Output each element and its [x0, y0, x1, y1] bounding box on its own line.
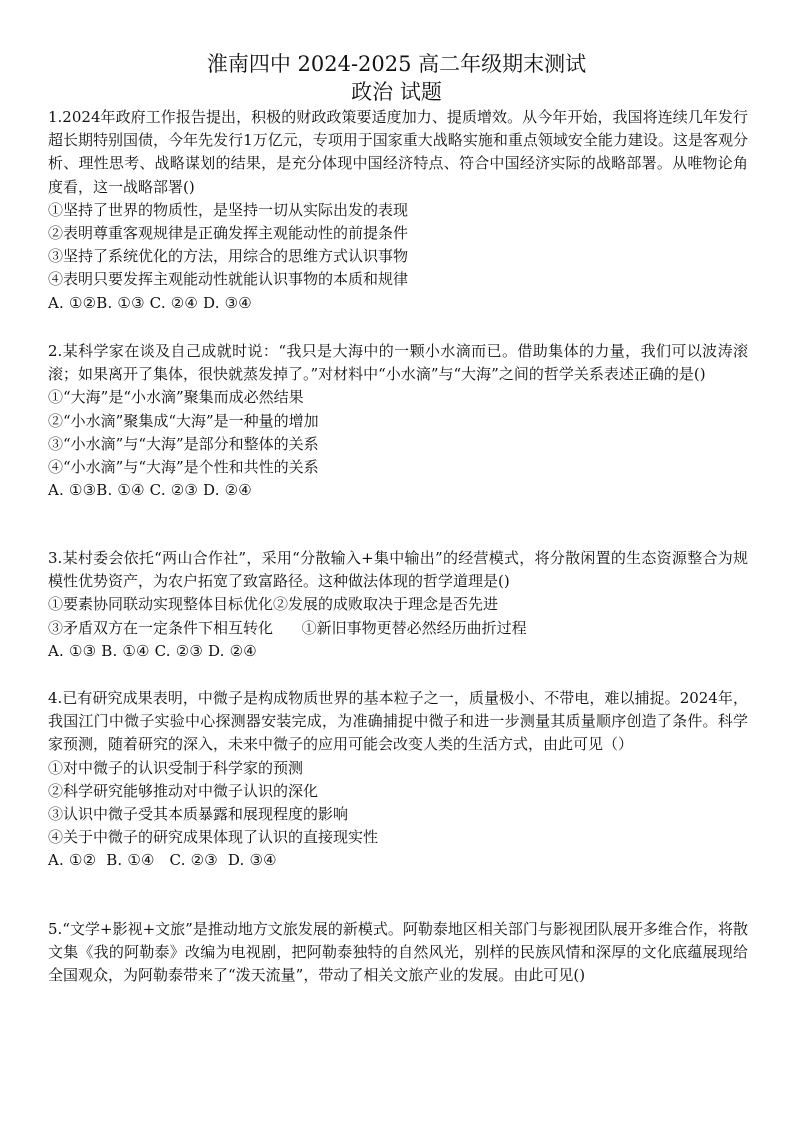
- question-2-choices: A. ①③B. ①④ C. ②③ D. ②④: [48, 481, 252, 500]
- question-3: [48, 547, 748, 663]
- question-4-choices: A. ①② B. ①④ C. ②③ D. ③④: [48, 851, 277, 870]
- question-1-item-3: ③坚持了系统优化的方法，用综合的思维方式认识事物: [48, 247, 409, 266]
- question-2-item-2: ②“小水滴”聚集成“大海”是一种量的增加: [48, 411, 319, 430]
- question-2-item-3: ③“小水滴”与“大海”是部分和整体的关系: [48, 434, 319, 453]
- question-1-item-2: ②表明尊重客观规律是正确发挥主观能动性的前提条件: [48, 224, 409, 243]
- question-4: [48, 687, 748, 873]
- question-4-item-3: ③认识中微子受其本质暴露和展现程度的影响: [48, 805, 349, 824]
- question-2-stem: 2.某科学家在谈及自己成就时说：“我只是大海中的一颗小水滴而已。借助集体的力量，我们可以波涛滚滚；如果离开了集体，很快就蒸发掉了。”对材料中“小水滴”与“大海”之间的哲学关系表述正确的是(): [48, 342, 748, 384]
- question-1-stem: 1.2024年政府工作报告提出，积极的财政政策要适度加力、提质增效。从今年开始，我国将连续几年发行超长期特别国债，今年先发行1万亿元，专项用于国家重大战略实施和重点领域安全能力建设。这是客观分析、理性思考、战略谋划的结果，是充分体现中国经济特点、符合中国经济实际的战略部署。从唯物论角度看，这一战略部署(): [48, 108, 748, 196]
- question-4-stem: 4.已有研究成果表明，中微子是构成物质世界的基本粒子之一，质量极小、不带电，难以捕捉。2024年，我国江门中微子实验中心探测器安装完成，为准确捕捉中微子和进一步测量其质量顺序创造了条件。科学家预测，随着研究的深入，未来中微子的应用可能会改变人类的生活方式，由此可见（）: [48, 689, 748, 754]
- question-3-stem: 3.某村委会依托“两山合作社”，采用“分散输入+集中输出”的经营模式，将分散闲置的生态资源整合为规模性优势资产，为农户拓宽了致富路径。这种做法体现的哲学道理是(): [48, 549, 748, 591]
- question-2: [48, 340, 748, 502]
- question-3-item-2: ③矛盾双方在一定条件下相互转化 ①新旧事物更替必然经历曲折过程: [48, 618, 527, 637]
- question-4-item-1: ①对中微子的认识受制于科学家的预测: [48, 758, 304, 777]
- question-1: [48, 106, 748, 315]
- question-5-stem: 5.“文学+影视+文旅”是推动地方文旅发展的新模式。阿勒泰地区相关部门与影视团队展开多维合作，将散文集《我的阿勒泰》改编为电视剧，把阿勒泰独特的自然风光，别样的民族风情和深厚的文化底蕴展现给全国观众，为阿勒泰带来了“泼天流量”，带动了相关文旅产业的发展。由此可见(): [48, 920, 748, 985]
- question-1-item-4: ④表明只要发挥主观能动性就能认识事物的本质和规律: [48, 270, 409, 289]
- question-5: [48, 918, 748, 988]
- question-1-choices: A. ①②B. ①③ C. ②④ D. ③④: [48, 293, 252, 312]
- exam-subtitle: 政治 试题: [351, 80, 442, 104]
- question-2-item-1: ①“大海”是“小水滴”聚集而成必然结果: [48, 388, 304, 407]
- exam-title: 淮南四中 2024-2025 高二年级期末测试: [206, 52, 587, 76]
- question-1-item-1: ①坚持了世界的物质性，是坚持一切从实际出发的表现: [48, 200, 409, 219]
- question-3-item-1: ①要素协同联动实现整体目标优化②发展的成败取决于理念是否先进: [48, 595, 499, 614]
- question-3-choices: A. ①③ B. ①④ C. ②③ D. ②④: [48, 641, 257, 660]
- question-4-item-4: ④关于中微子的研究成果体现了认识的直接现实性: [48, 828, 379, 847]
- question-2-item-4: ④“小水滴”与“大海”是个性和共性的关系: [48, 458, 319, 477]
- question-4-item-2: ②科学研究能够推动对中微子认识的深化: [48, 781, 319, 800]
